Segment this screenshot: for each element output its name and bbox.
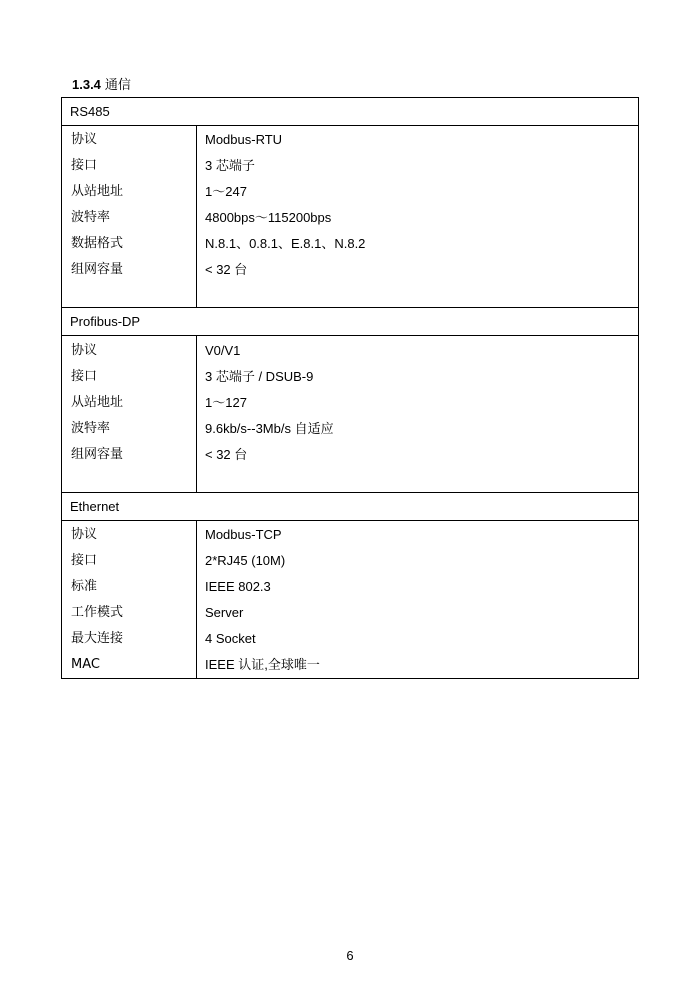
row-label: 接口 [71, 553, 98, 568]
row-value: 4800bps～115200bps [205, 210, 332, 225]
section-header-ethernet: Ethernet [62, 493, 638, 521]
row-label: 数据格式 [71, 236, 124, 251]
row-value: 3 芯端子 [205, 158, 255, 173]
row-value: Modbus-TCP [205, 527, 282, 542]
row-label: 接口 [71, 369, 98, 384]
row-label: 波特率 [71, 421, 111, 436]
section-header-rs485: RS485 [62, 98, 638, 126]
row-value: Server [205, 605, 244, 620]
value-column [197, 336, 638, 492]
row-value: < 32 台 [205, 262, 248, 277]
row-value: 1～127 [205, 395, 247, 410]
value-column [197, 126, 638, 307]
section-title: 通信 [104, 78, 131, 93]
row-value: 9.6kb/s--3Mb/s 自适应 [205, 421, 334, 436]
section-header-profibus-dp: Profibus-DP [62, 308, 638, 336]
row-value: IEEE 认证,全球唯一 [205, 657, 320, 672]
row-label: MAC [71, 657, 100, 672]
value-column [197, 521, 638, 678]
row-label: 波特率 [71, 210, 111, 225]
row-value: V0/V1 [205, 343, 241, 358]
row-label: 协议 [71, 527, 98, 542]
row-label: 标准 [71, 579, 98, 594]
section-body-ethernet [62, 521, 638, 678]
row-label: 接口 [71, 158, 98, 173]
row-label: 组网容量 [71, 447, 124, 462]
row-label: 从站地址 [71, 395, 124, 410]
row-label: 协议 [71, 343, 98, 358]
row-value: 1～247 [205, 184, 247, 199]
row-label: 从站地址 [71, 184, 124, 199]
section-body-profibus-dp [62, 336, 638, 493]
label-column [62, 521, 197, 678]
label-column [62, 336, 197, 492]
section-number: 1.3.4 [72, 77, 101, 92]
label-column [62, 126, 197, 307]
communication-spec-table [61, 97, 639, 679]
section-heading [72, 76, 131, 95]
row-value: IEEE 802.3 [205, 579, 271, 594]
row-value: Modbus-RTU [205, 132, 283, 147]
row-value: N.8.1、0.8.1、E.8.1、N.8.2 [205, 236, 366, 251]
row-value: < 32 台 [205, 447, 248, 462]
page-number: 6 [346, 948, 354, 963]
row-label: 工作模式 [71, 605, 124, 620]
row-label: 最大连接 [71, 631, 124, 646]
row-value: 4 Socket [205, 631, 256, 646]
row-value: 3 芯端子 / DSUB-9 [205, 369, 314, 384]
row-value: 2*RJ45 (10M) [205, 553, 286, 568]
section-body-rs485 [62, 126, 638, 308]
row-label: 组网容量 [71, 262, 124, 277]
row-label: 协议 [71, 132, 98, 147]
